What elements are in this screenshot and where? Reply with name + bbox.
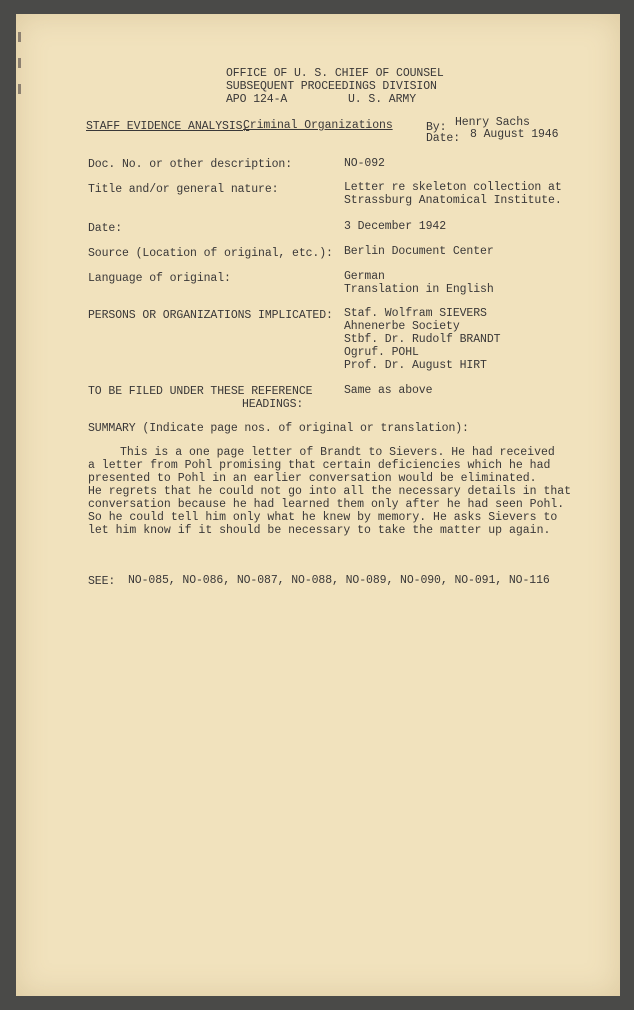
title-value-2: Strassburg Anatomical Institute. xyxy=(344,194,562,207)
doc-no-label: Doc. No. or other description: xyxy=(88,158,293,171)
by-label: By: xyxy=(426,121,447,134)
date-label: Date: xyxy=(88,222,123,235)
source-value: Berlin Document Center xyxy=(344,245,494,258)
document-page xyxy=(16,14,620,996)
summary-line: So he could tell him only what he knew by memory. He asks Sievers to xyxy=(88,511,558,524)
summary-line: a letter from Pohl promising that certain deficiencies which he had xyxy=(88,459,551,472)
language-label: Language of original: xyxy=(88,272,231,285)
header-apo: APO 124-A xyxy=(226,93,288,106)
summary-line: presented to Pohl in an earlier conversation would be eliminated. xyxy=(88,472,537,485)
summary-line: He regrets that he could not go into all the necessary details in that xyxy=(88,485,572,498)
summary-line: conversation because he had learned them only after he had seen Pohl. xyxy=(88,498,565,511)
person-item: Prof. Dr. August HIRT xyxy=(344,359,487,372)
punch-mark xyxy=(18,58,21,68)
header-line-2: SUBSEQUENT PROCEEDINGS DIVISION xyxy=(226,80,437,93)
filed-label-2: HEADINGS: xyxy=(242,398,304,411)
persons-label: PERSONS OR ORGANIZATIONS IMPLICATED: xyxy=(88,309,333,322)
filed-value: Same as above xyxy=(344,384,433,397)
person-item: Ahnenerbe Society xyxy=(344,320,460,333)
person-item: Ogruf. POHL xyxy=(344,346,419,359)
summary-heading: SUMMARY (Indicate page nos. of original or translation): xyxy=(88,422,469,435)
see-references: NO-085, NO-086, NO-087, NO-088, NO-089, NO-090, NO-091, NO-116 xyxy=(128,574,550,587)
title-value-1: Letter re skeleton collection at xyxy=(344,181,562,194)
language-value-1: German xyxy=(344,270,385,283)
title-label: Title and/or general nature: xyxy=(88,183,279,196)
person-item: Stbf. Dr. Rudolf BRANDT xyxy=(344,333,501,346)
punch-mark xyxy=(18,84,21,94)
header-army: U. S. ARMY xyxy=(348,93,417,106)
language-value-2: Translation in English xyxy=(344,283,494,296)
analysis-date: 8 August 1946 xyxy=(470,128,559,141)
see-label: SEE: xyxy=(88,575,116,588)
analysis-date-label: Date: xyxy=(426,132,461,145)
summary-line: This is a one page letter of Brandt to Sievers. He had received xyxy=(120,446,555,459)
analyst-name: Henry Sachs xyxy=(455,116,530,129)
date-value: 3 December 1942 xyxy=(344,220,447,233)
source-label: Source (Location of original, etc.): xyxy=(88,247,333,260)
doc-no-value: NO-092 xyxy=(344,157,385,170)
filed-label-1: TO BE FILED UNDER THESE REFERENCE xyxy=(88,385,313,398)
analysis-title: STAFF EVIDENCE ANALYSIS, xyxy=(86,120,250,133)
analysis-subject: Criminal Organizations xyxy=(243,119,393,132)
punch-mark xyxy=(18,32,21,42)
header-line-1: OFFICE OF U. S. CHIEF OF COUNSEL xyxy=(226,67,444,80)
person-item: Staf. Wolfram SIEVERS xyxy=(344,307,487,320)
summary-line: let him know if it should be necessary to take the matter up again. xyxy=(88,524,551,537)
